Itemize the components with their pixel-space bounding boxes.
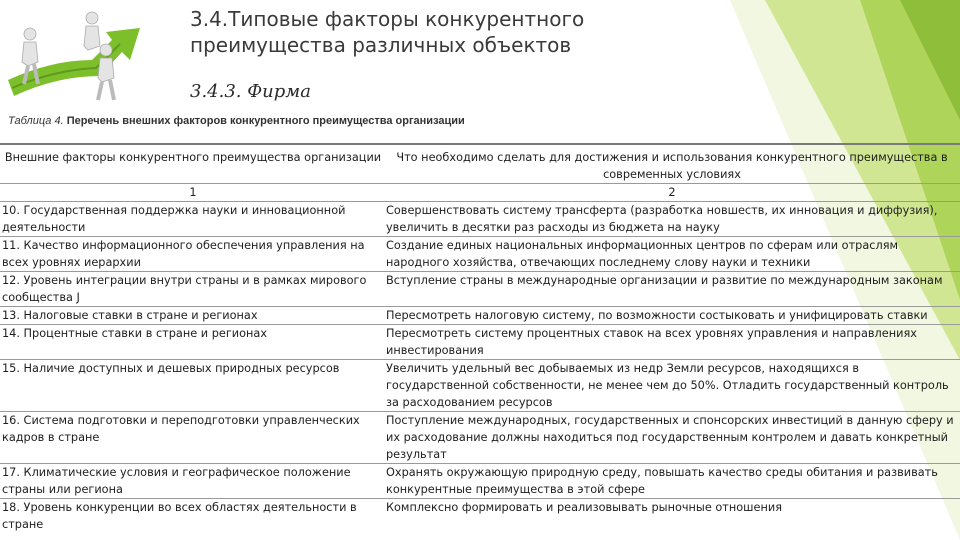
table-row bbox=[0, 464, 960, 499]
column-header-actions: Что необходимо сделать для достижения и использования конкурентного преимущества в современных условиях bbox=[396, 151, 948, 181]
table-caption-label: Таблица 4. bbox=[8, 115, 64, 127]
column-header-factors: Внешние факторы конкурентного преимущества организации bbox=[4, 151, 382, 164]
action-cell: Увеличить удельный вес добываемых из недр Земли ресурсов, находящихся в государственной собственности, не менее чем до 50%. Отладить государственный контроль за расходованием ресурсов bbox=[386, 362, 949, 409]
table-row bbox=[0, 307, 960, 325]
table-row bbox=[0, 412, 960, 464]
page-title bbox=[190, 6, 584, 58]
factors-table-container bbox=[0, 143, 960, 533]
logo-figures-arrow-image bbox=[2, 0, 160, 108]
factors-table bbox=[0, 143, 960, 533]
factor-cell: 15. Наличие доступных и дешевых природных ресурсов bbox=[2, 362, 340, 375]
table-row bbox=[0, 202, 960, 237]
title-line-2: преимущества различных объектов bbox=[190, 33, 572, 57]
action-cell: Пересмотреть налоговую систему, по возможности состыковать и унифицировать ставки bbox=[386, 309, 928, 322]
page-subtitle: 3.4.3. Фирма bbox=[190, 81, 311, 102]
action-cell: Совершенствовать систему трансферта (разработка новшеств, их инновация и диффузия), увеличить в десятки раз расходы из бюджета на науку bbox=[386, 204, 938, 234]
factor-cell: 10. Государственная поддержка науки и инновационной деятельности bbox=[2, 204, 346, 234]
action-cell: Поступление международных, государственных и спонсорских инвестиций в данную сферу и их расходование должны находиться под государственным контролем и давать конкретный результат bbox=[386, 414, 954, 461]
factor-cell: 16. Система подготовки и переподготовки управленческих кадров в стране bbox=[2, 414, 360, 444]
factor-cell: 12. Уровень интеграции внутри страны и в рамках мирового сообщества J bbox=[2, 274, 367, 304]
column-number-1: 1 bbox=[189, 186, 197, 199]
action-cell: Пересмотреть систему процентных ставок на всех уровнях управления и направлениях инвестирования bbox=[386, 327, 917, 357]
factor-cell: 14. Процентные ставки в стране и регионах bbox=[2, 327, 268, 340]
action-cell: Комплексно формировать и реализовывать рыночные отношения bbox=[386, 501, 782, 514]
table-number-row bbox=[0, 184, 960, 202]
table-caption-text: Перечень внешних факторов конкурентного преимущества организации bbox=[66, 115, 465, 127]
table-row bbox=[0, 360, 960, 412]
title-line-1: 3.4.Типовые факторы конкурентного bbox=[190, 7, 585, 31]
table-row bbox=[0, 272, 960, 307]
action-cell: Охранять окружающую природную среду, повышать качество среды обитания и развивать конкурентные преимущества в этой сфере bbox=[386, 466, 938, 496]
table-caption bbox=[8, 115, 465, 127]
table-header-row bbox=[0, 144, 960, 184]
table-row bbox=[0, 499, 960, 534]
action-cell: Создание единых национальных информационных центров по сферам или отраслям народного хозяйства, отвечающих последнему слову науки и техники bbox=[386, 239, 899, 269]
factor-cell: 11. Качество информационного обеспечения управления на всех уровнях иерархии bbox=[2, 239, 365, 269]
table-row bbox=[0, 237, 960, 272]
factor-cell: 13. Налоговые ставки в стране и регионах bbox=[2, 309, 258, 322]
factor-cell: 18. Уровень конкуренции во всех областях деятельности в стране bbox=[2, 501, 357, 531]
factor-cell: 17. Климатические условия и географическое положение страны или региона bbox=[2, 466, 351, 496]
table-row bbox=[0, 325, 960, 360]
column-number-2: 2 bbox=[668, 186, 676, 199]
action-cell: Вступление страны в международные организации и развитие по международным законам bbox=[386, 274, 943, 287]
